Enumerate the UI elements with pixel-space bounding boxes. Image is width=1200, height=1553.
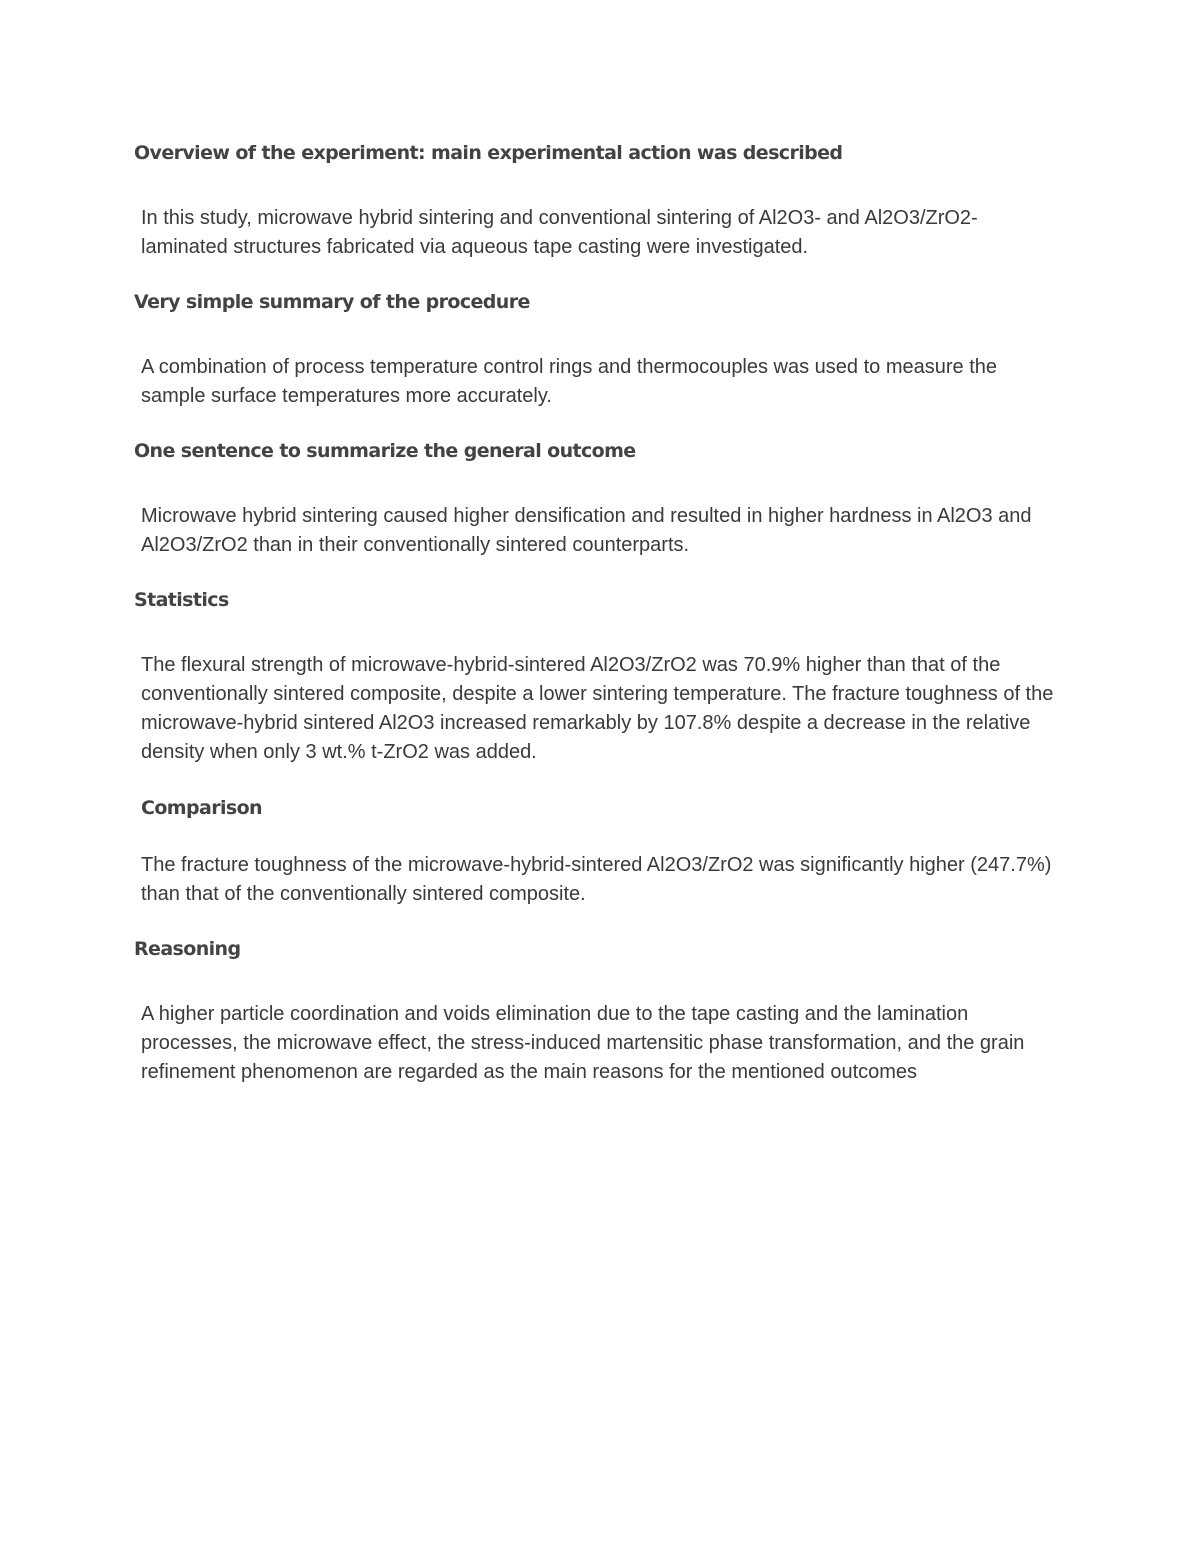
section-body-outcome: Microwave hybrid sintering caused higher densification and resulted in higher hardness in Al2O3 and Al2O3/ZrO2 than in their conventionally sintered counterparts.: [141, 505, 1032, 556]
section-heading-reasoning: Reasoning: [134, 938, 241, 960]
section-heading-comparison: Comparison: [141, 797, 262, 819]
section-heading-procedure: Very simple summary of the procedure: [134, 291, 530, 313]
section-heading-overview: Overview of the experiment: main experimental action was described: [134, 142, 843, 164]
section-heading-outcome: One sentence to summarize the general outcome: [134, 440, 636, 462]
section-body-procedure: A combination of process temperature control rings and thermocouples was used to measure the sample surface temperatures more accurately.: [141, 356, 998, 407]
section-heading-statistics: Statistics: [134, 589, 229, 611]
section-body-statistics: The flexural strength of microwave-hybrid-sintered Al2O3/ZrO2 was 70.9% higher than that of the conventionally sintered composite, despite a lower sintering temperature. The fracture toughness of the microwave-hybrid sintered Al2O3 increased remarkably by 107.8% despite a decrease in the relative density when only 3 wt.% t-ZrO2 was added.: [141, 654, 1054, 763]
section-body-overview: In this study, microwave hybrid sintering and conventional sintering of Al2O3- and Al2O3/ZrO2-laminated structures fabricated via aqueous tape casting were investigated.: [141, 207, 978, 258]
section-body-comparison: The fracture toughness of the microwave-hybrid-sintered Al2O3/ZrO2 was significantly higher (247.7%) than that of the conventionally sintered composite.: [141, 854, 1052, 905]
section-body-reasoning: A higher particle coordination and voids elimination due to the tape casting and the lamination processes, the microwave effect, the stress-induced martensitic phase transformation, and the grain refinement phenomenon are regarded as the main reasons for the mentioned outcomes: [141, 1003, 1025, 1083]
